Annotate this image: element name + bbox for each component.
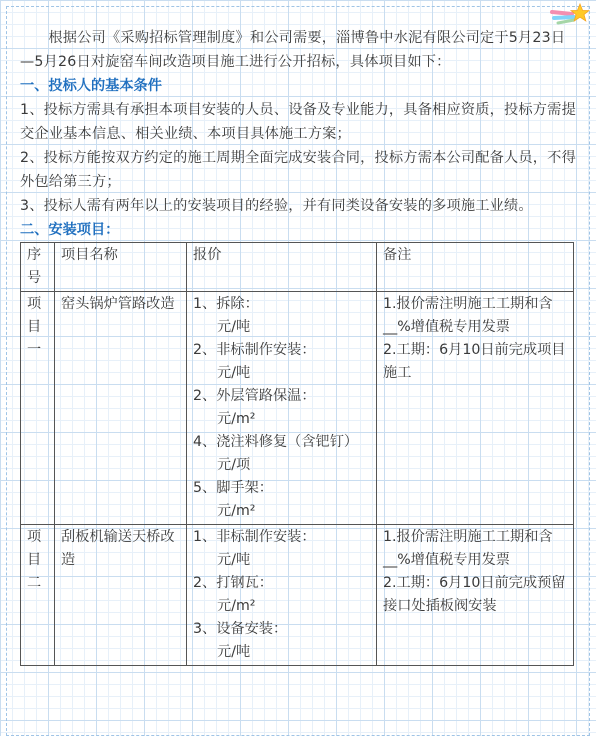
price-unit: 元/吨 [217,552,251,568]
row-price-cell [187,292,377,525]
price-unit: 元/m² [217,411,256,427]
intro-paragraph: 根据公司《采购招标管理制度》和公司需要，淄博鲁中水泥有限公司定于5月23日—5月26日对旋窑车间改造项目施工进行公开招标，具体项目如下： [20,30,566,70]
price-unit: 元/吨 [217,644,251,660]
table-row [21,525,574,666]
row-price-cell [187,525,377,666]
table-header-row [21,243,574,292]
price-item: 4、浇注料修复（含钯钉） [193,434,359,450]
column-header-note: 备注 [377,243,574,292]
column-header-index: 序号 [21,243,55,292]
row-index: 项目一 [21,292,55,525]
price-unit: 元/m² [217,598,256,614]
row-note-cell [377,292,574,525]
row-project-name: 刮板机输送天桥改造 [55,525,187,666]
price-item: 2、非标制作安装： [193,342,316,358]
price-item: 1、拆除： [193,296,259,312]
price-unit: 元/m² [217,503,256,519]
note-line: 2.工期：6月10日前完成项目施工 [383,342,566,381]
row-note-cell [377,525,574,666]
condition-item: 3、投标人需有两年以上的安装项目的经验，并有同类设备安装的多项施工业绩。 [20,198,533,214]
note-line: 1.报价需注明施工工期和含__%增值税专用发票 [383,529,553,568]
price-unit: 元/吨 [217,365,251,381]
price-unit: 元/项 [217,457,251,473]
install-items-table [20,242,574,666]
section-heading-install-items: 二、安装项目： [20,222,120,238]
price-item: 1、非标制作安装： [193,529,316,545]
column-header-price: 报价 [187,243,377,292]
price-unit: 元/吨 [217,319,251,335]
price-item: 3、设备安装： [193,621,288,637]
column-header-name: 项目名称 [55,243,187,292]
note-line: 1.报价需注明施工工期和含__%增值税专用发票 [383,296,553,335]
price-item: 2、外层管路保温： [193,388,316,404]
document-body [20,26,576,666]
section-heading-bidder-conditions: 一、投标人的基本条件 [20,78,162,94]
note-line: 2.工期：6月10日前完成预留接口处插板阀安装 [383,575,566,614]
condition-item: 2、投标方能按双方约定的施工周期全面完成安装合同，投标方需本公司配备人员，不得外包给第三方； [20,150,576,190]
table-row [21,292,574,525]
price-item: 2、打钢瓦： [193,575,273,591]
price-item: 5、脚手架： [193,480,273,496]
row-index: 项目二 [21,525,55,666]
row-project-name: 窑头锅炉管路改造 [55,292,187,525]
condition-item: 1、投标方需具有承担本项目安装的人员、设备及专业能力，具备相应资质，投标方需提交企业基本信息、相关业绩、本项目具体施工方案； [20,102,576,142]
